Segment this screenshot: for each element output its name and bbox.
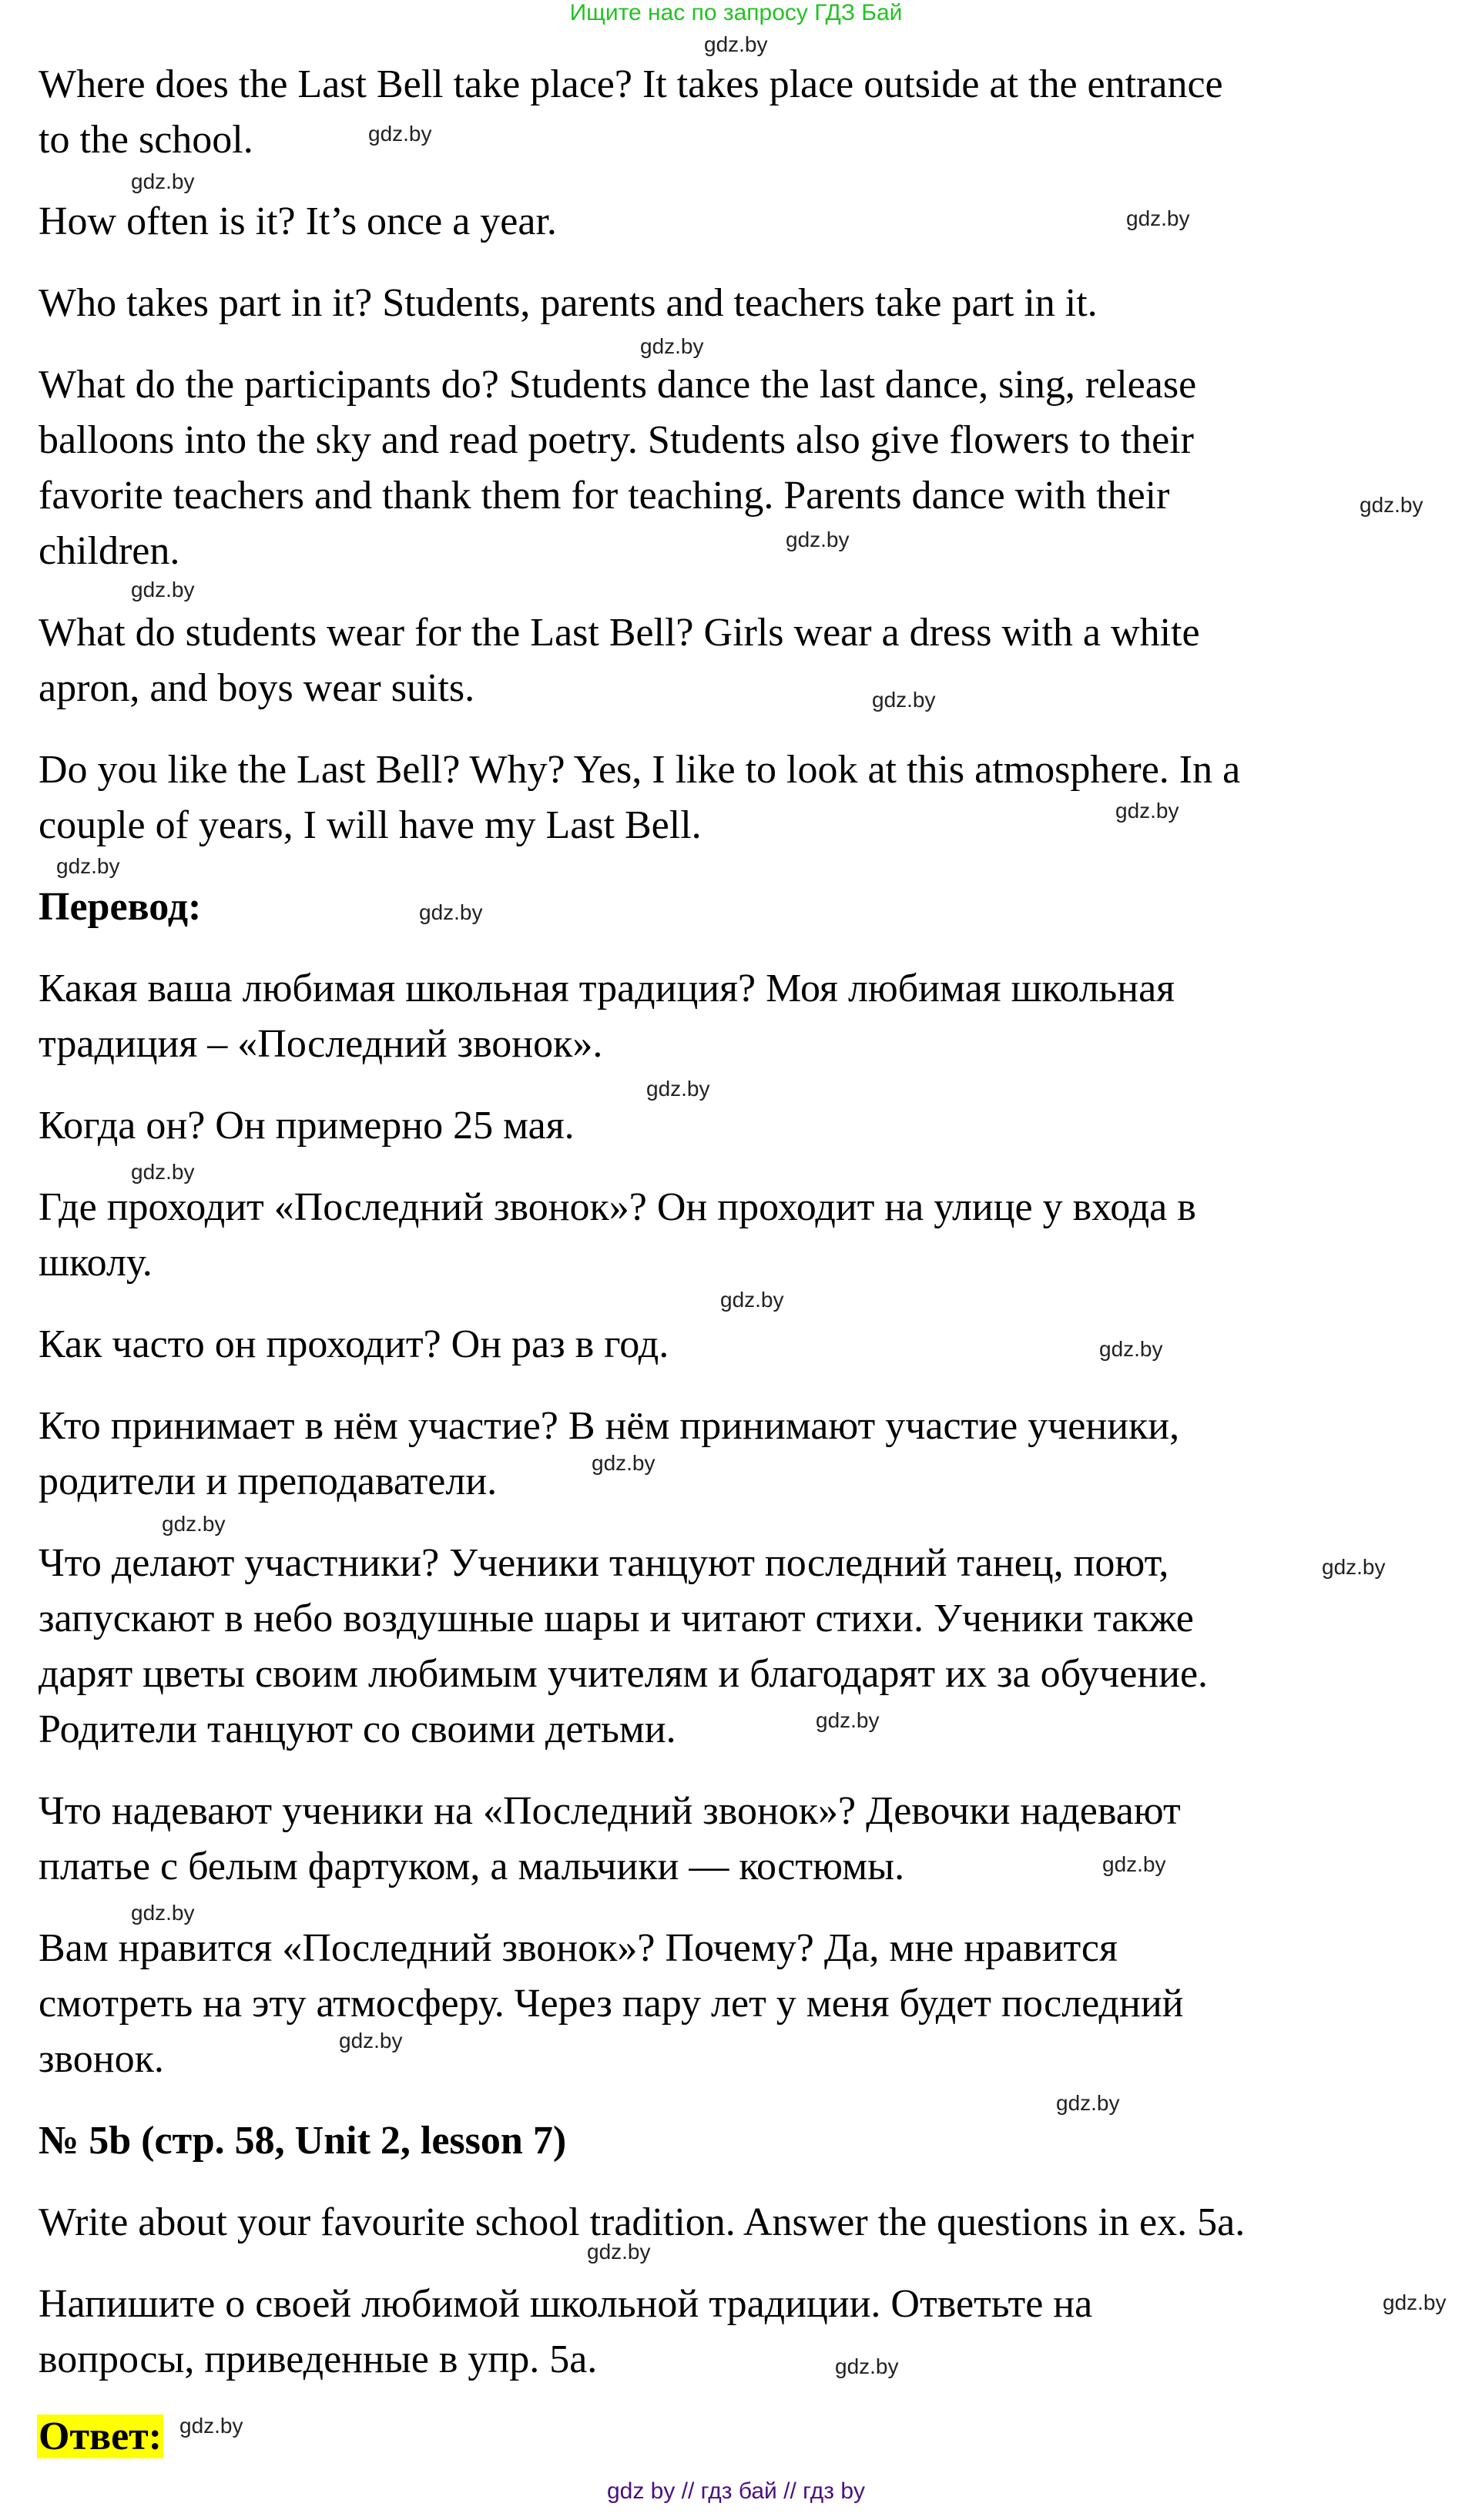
answer-line: What do students wear for the Last Bell? Girls wear a dress with a white [39,611,1200,655]
answer-line: How often is it? It’s once a year. [39,199,557,243]
translation-line: дарят цветы своим любимым учителям и благодарят их за обучение. [39,1652,1209,1696]
translation-line: Вам нравится «Последний звонок»? Почему? Да, мне нравится [39,1926,1118,1970]
watermark: gdz.by [872,688,936,712]
answer-label-highlight: Ответ: [39,2414,163,2458]
watermark: gdz.by [179,2414,243,2438]
watermark: gdz.by [786,528,850,551]
watermark: gdz.by [1126,206,1190,230]
answer-line: Where does the Last Bell take place? It takes place outside at the entrance [39,62,1223,106]
answer-line: to the school. [39,118,253,162]
watermark: gdz.by [835,2354,899,2378]
watermark: gdz.by [131,169,195,193]
watermark: gdz.by [56,854,120,878]
exercise-heading: № 5b (стр. 58, Unit 2, lesson 7) [39,2119,567,2163]
watermark: gdz.by [1383,2290,1447,2314]
watermark: gdz.by [720,1288,784,1312]
watermark: gdz.by [640,334,704,358]
watermark: gdz.by [646,1077,710,1101]
site-search-banner: Ищите нас по запросу ГДЗ Бай [569,0,903,25]
answer-line: What do the participants do? Students dance the last dance, sing, release [39,363,1197,407]
answer-label [37,2414,163,2460]
translation-line: Когда он? Он примерно 25 мая. [39,1104,575,1148]
translation-line: родители и преподаватели. [39,1459,498,1503]
translation-heading: Перевод: [39,885,202,929]
watermark: gdz.by [1056,2091,1120,2115]
translation-line: Какая ваша любимая школьная традиция? Моя любимая школьная [39,967,1175,1010]
watermark: gdz.by [1099,1337,1163,1361]
watermark: gdz.by [1102,1852,1166,1876]
watermark: gdz.by [587,2240,651,2264]
watermark: gdz.by [162,1512,226,1536]
translation-line: Как часто он проходит? Он раз в год. [39,1322,669,1366]
answer-line: apron, and boys wear suits. [39,666,475,710]
watermark: gdz.by [1115,799,1179,823]
translation-line: Родители танцуют со своими детьми. [39,1707,676,1751]
translation-line: традиция – «Последний звонок». [39,1022,603,1066]
answer-line: favorite teachers and thank them for teaching. Parents dance with their [39,474,1170,518]
answer-line: Who takes part in it? Students, parents and teachers take part in it. [39,281,1098,325]
watermark: gdz.by [1360,493,1423,517]
site-footer: gdz by // гдз бай // гдз by [606,2478,866,2504]
answer-line: balloons into the sky and read poetry. Students also give flowers to their [39,418,1195,462]
translation-line: смотреть на эту атмосферу. Через пару лет у меня будет последний [39,1982,1184,2026]
answer-line: children. [39,529,180,573]
exercise-task-ru: Напишите о своей любимой школьной традиции. Ответьте на [39,2282,1093,2326]
translation-line: Что делают участники? Ученики танцуют последний танец, поют, [39,1541,1169,1585]
watermark: gdz.by [368,122,432,146]
watermark: gdz.by [1322,1555,1386,1579]
watermark: gdz.by [704,32,768,56]
translation-line: Кто принимает в нём участие? В нём принимают участие ученики, [39,1404,1180,1448]
watermark: gdz.by [131,578,195,602]
translation-line: звонок. [39,2037,164,2081]
exercise-task-ru: вопросы, приведенные в упр. 5а. [39,2337,598,2381]
watermark: gdz.by [131,1160,195,1184]
translation-line: запускают в небо воздушные шары и читают стихи. Ученики также [39,1597,1194,1640]
answer-line: couple of years, I will have my Last Bell. [39,803,702,847]
translation-line: платье с белым фартуком, а мальчики — костюмы. [39,1845,905,1888]
watermark: gdz.by [419,900,483,924]
watermark: gdz.by [339,2029,403,2053]
watermark: gdz.by [816,1708,880,1732]
exercise-task-en: Write about your favourite school tradition. Answer the questions in ex. 5a. [39,2200,1246,2244]
translation-line: Что надевают ученики на «Последний звонок»? Девочки надевают [39,1789,1181,1833]
translation-line: школу. [39,1241,153,1285]
watermark: gdz.by [592,1451,656,1475]
answer-line: Do you like the Last Bell? Why? Yes, I like to look at this atmosphere. In a [39,748,1241,792]
watermark: gdz.by [131,1901,195,1925]
translation-line: Где проходит «Последний звонок»? Он проходит на улице у входа в [39,1185,1196,1229]
